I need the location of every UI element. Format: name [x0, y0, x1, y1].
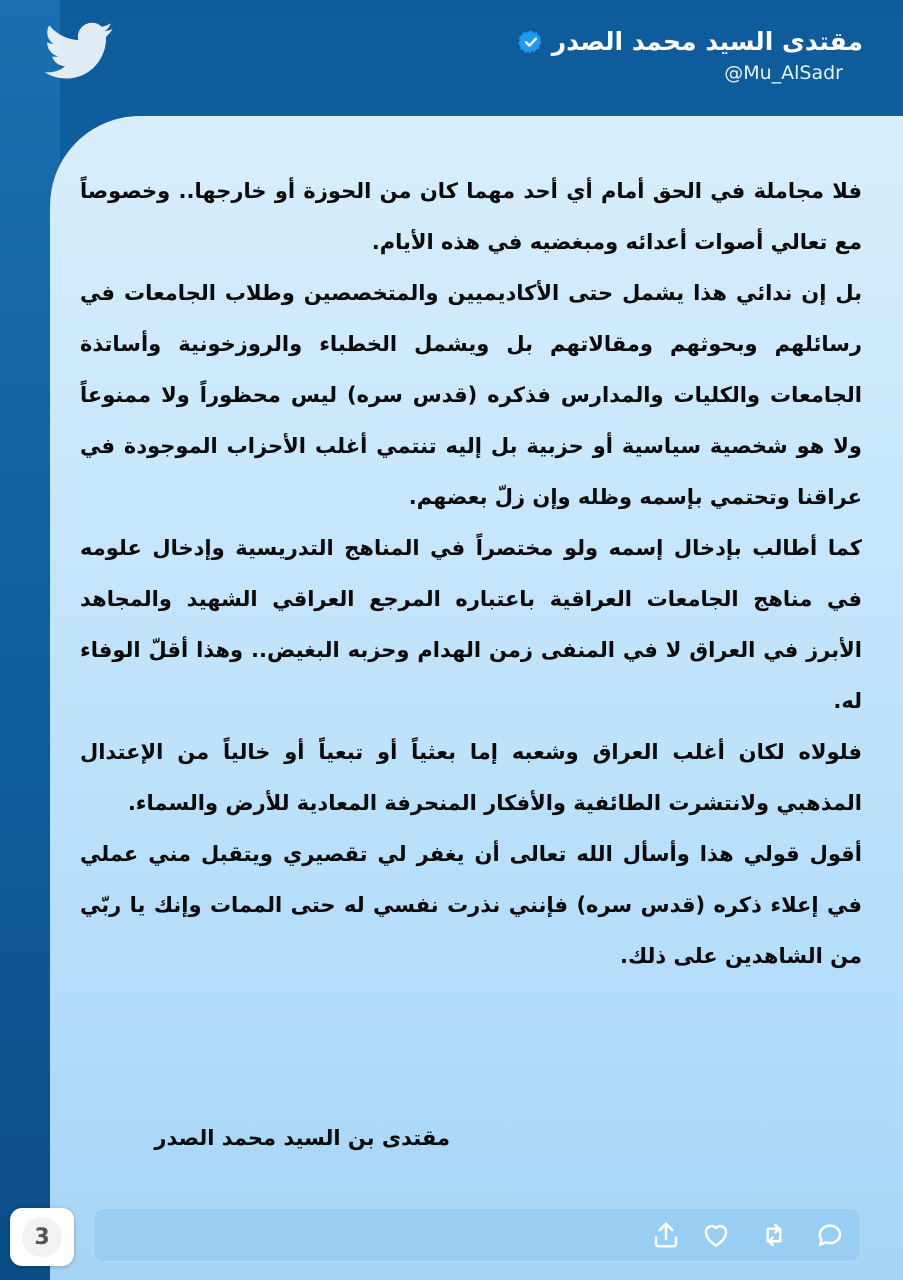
share-button[interactable]	[649, 1218, 683, 1252]
corner-app-badge[interactable]	[10, 1208, 74, 1266]
twitter-bird-icon	[44, 22, 114, 80]
tweet-paragraph: فلولاه لكان أغلب العراق وشعبه إما بعثياً أو تبعياً أو خالياً من الإعتدال المذهبي ولانتشرت الطائفية والأفكار المنحرفة المعادية للأرض والسماء.	[80, 740, 862, 815]
retweet-icon	[759, 1220, 789, 1250]
retweet-button[interactable]	[757, 1218, 791, 1252]
tweet-signature: مقتدى بن السيد محمد الصدر	[154, 1126, 450, 1150]
verified-badge-icon	[518, 29, 544, 55]
tweet-paragraph: بل إن ندائي هذا يشمل حتى الأكاديميين والمتخصصين وطلاب الجامعات في رسائلهم وبحوثهم ومقالاتهم بل ويشمل الخطباء والروزخونية وأساتذة الجامعات والكليات والمدارس فذكره (قدس سره) ليس محظوراً ولا ممنوعاً ولا هو شخصية سياسية أو حزبية بل إليه تنتمي أغلب الأحزاب الموجودة في عراقنا وتحتمي بإسمه وظله وإن زلّ بعضهم.	[80, 281, 862, 509]
tweet-paragraph: فلا مجاملة في الحق أمام أي أحد مهما كان من الحوزة أو خارجها.. وخصوصاً مع تعالي أصوات أعدائه ومبغضيه في هذه الأيام.	[80, 179, 862, 254]
author-name[interactable]: مقتدى السيد محمد الصدر	[551, 27, 863, 56]
tweet-actions-bar	[93, 1208, 861, 1262]
header	[0, 0, 903, 118]
tweet-body	[80, 166, 862, 982]
share-icon	[651, 1220, 681, 1250]
reply-button[interactable]	[813, 1218, 847, 1252]
tweet-paragraph: كما أطالب بإدخال إسمه ولو مختصراً في المناهج التدريسية وإدخال علومه في مناهج الجامعات العراقية باعتباره المرجع العراقي الشهيد والمجاهد الأبرز في العراق لا في المنفى زمن الهدام وحزبه البغيض.. وهذا أقلّ الوفاء له.	[80, 536, 862, 713]
like-button[interactable]	[699, 1218, 733, 1252]
tweet-author	[518, 26, 863, 84]
reply-icon	[815, 1220, 845, 1250]
author-name-row	[518, 26, 863, 58]
corner-badge-label: 3	[22, 1217, 62, 1257]
author-handle[interactable]: @Mu_AlSadr	[724, 62, 843, 84]
tweet-paragraph: أقول قولي هذا وأسأل الله تعالى أن يغفر لي تقصيري ويتقبل مني عملي في إعلاء ذكره (قدس سره) فإنني نذرت نفسي له حتى الممات وإنك يا ربّي من الشاهدين على ذلك.	[80, 842, 862, 968]
heart-icon	[701, 1220, 731, 1250]
